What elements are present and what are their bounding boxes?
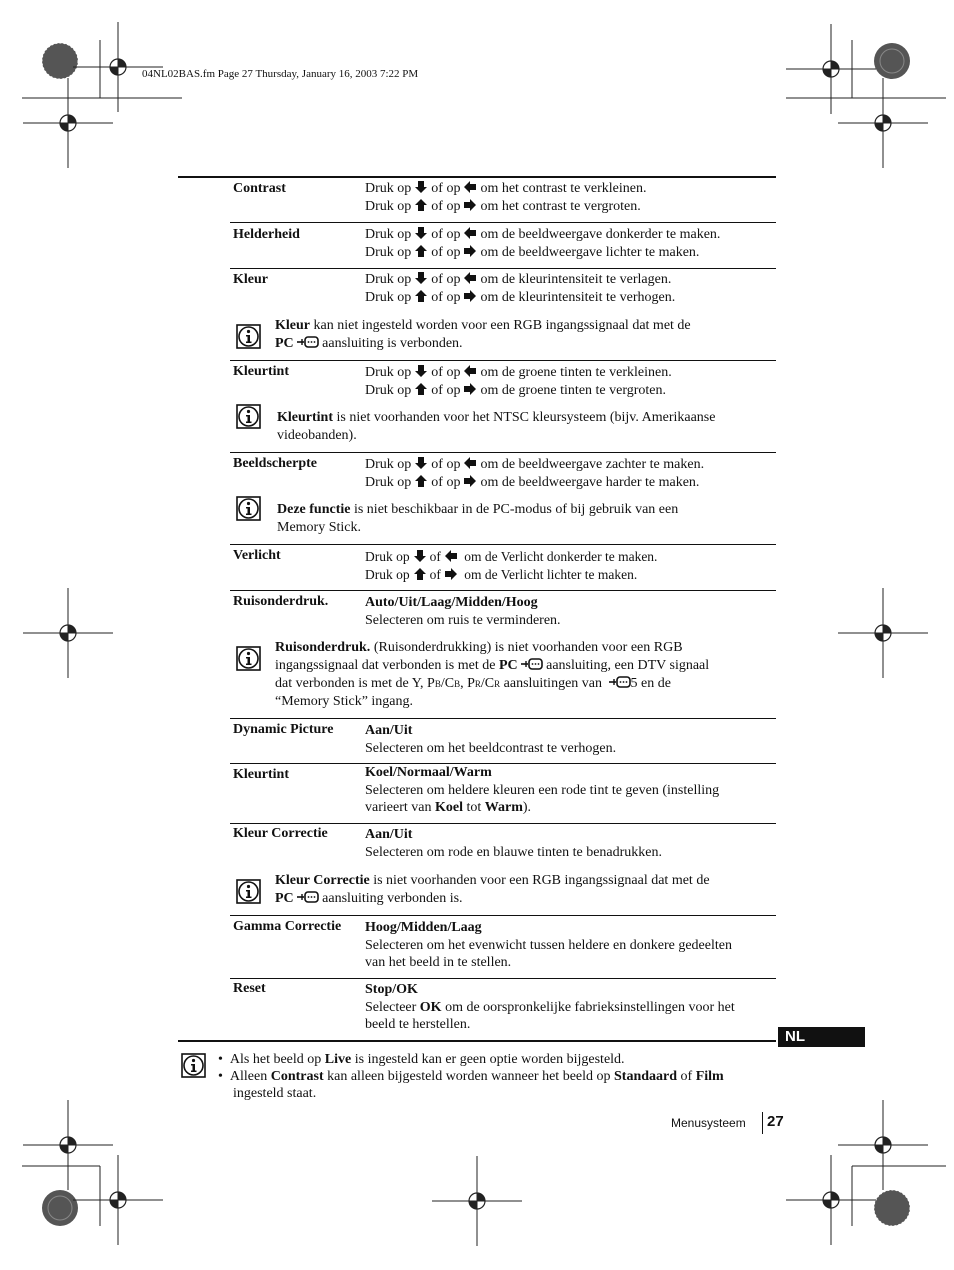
- arrow-right-icon: [463, 382, 477, 396]
- reset-text: Stop/OK Selecteer OK om de oorspronkelijke fabrieksinstellingen voor het beeld te herstellen.: [365, 982, 735, 1032]
- kleurtint-note: Kleurtint is niet voorhanden voor het NTSC kleursysteem (bijv. Amerikaanse videobanden).: [277, 410, 716, 443]
- arrow-up-icon: [414, 474, 428, 488]
- arrow-up-icon: [414, 382, 428, 396]
- dynamic-picture-text: Aan/Uit Selecteren om het beeldcontrast te verhogen.: [365, 723, 617, 756]
- footer-section: Menusysteem: [671, 1116, 746, 1130]
- arrow-up-icon: [414, 198, 428, 212]
- kleur-correctie-label: Kleur Correctie: [233, 826, 328, 841]
- arrow-up-icon: [414, 289, 428, 303]
- bottom-note-2: • Alleen Contrast kan alleen bijgesteld worden wanneer het beeld op Standaard of Film: [218, 1069, 724, 1084]
- registration-mark-icon: [22, 22, 182, 182]
- registration-mark-icon: [22, 588, 122, 678]
- pc-connector-icon: [297, 336, 319, 348]
- arrow-down-icon: [414, 180, 428, 194]
- helderheid-label: Helderheid: [233, 227, 300, 242]
- row-divider: [230, 823, 776, 824]
- arrow-up-icon: [413, 567, 427, 581]
- arrow-left-icon: [463, 364, 477, 378]
- arrow-up-icon: [414, 244, 428, 258]
- info-icon: [236, 404, 261, 429]
- beeldscherpte-text: Druk op of op om de beeldweergave zachter te maken. Druk op of op om de beeldweergave harder te maken.: [365, 457, 705, 490]
- bottom-rule: [178, 1040, 776, 1042]
- kleur-label: Kleur: [233, 272, 268, 287]
- deze-functie-note: Deze functie is niet beschikbaar in de PC-modus of bij gebruik van een Memory Stick.: [277, 502, 679, 535]
- row-divider: [230, 915, 776, 916]
- arrow-left-icon: [463, 226, 477, 240]
- beeldscherpte-label: Beeldscherpte: [233, 456, 317, 471]
- arrow-down-icon: [414, 456, 428, 470]
- arrow-down-icon: [414, 271, 428, 285]
- ruisonderdruk-note: Ruisonderdruk. (Ruisonderdrukking) is niet voorhanden voor een RGB ingangssignaal dat verbonden is met de PC aansluiting, een DTV signaal dat verbonden is met de Y, PB/CB, PR/CR aansluitingen van 5 en de “Memory Stick” ingang.: [275, 640, 710, 709]
- arrow-left-icon: [463, 456, 477, 470]
- footer-divider: [762, 1112, 763, 1134]
- row-divider: [230, 978, 776, 979]
- arrow-down-icon: [413, 549, 427, 563]
- verlicht-label: Verlicht: [233, 548, 281, 563]
- language-tab: NL: [778, 1027, 865, 1047]
- print-header: 04NL02BAS.fm Page 27 Thursday, January 16, 2003 7:22 PM: [142, 68, 419, 80]
- row-divider: [230, 452, 776, 453]
- gamma-correctie-text: Hoog/Midden/Laag Selecteren om het evenwicht tussen heldere en donkere gedeelten van het beeld in te stellen.: [365, 920, 732, 970]
- info-icon: [236, 879, 261, 904]
- helderheid-text: Druk op of op om de beeldweergave donkerder te maken. Druk op of op om de beeldweergave lichter te maken.: [365, 227, 721, 260]
- arrow-down-icon: [414, 364, 428, 378]
- page-number: 27: [767, 1113, 784, 1130]
- kleur-note: Kleur kan niet ingesteld worden voor een RGB ingangssignaal dat met de PC aansluiting is verbonden.: [275, 318, 691, 351]
- bottom-note-2-cont: ingesteld staat.: [233, 1086, 317, 1101]
- registration-mark-icon: [786, 1100, 946, 1260]
- registration-mark-icon: [838, 588, 938, 678]
- contrast-text: Druk op of op om het contrast te verkleinen. Druk op of op om het contrast te vergroten.: [365, 181, 647, 214]
- arrow-right-icon: [463, 289, 477, 303]
- kleurtint-label: Kleurtint: [233, 364, 289, 379]
- arrow-down-icon: [414, 226, 428, 240]
- registration-mark-icon: [786, 22, 946, 182]
- dynamic-picture-label: Dynamic Picture: [233, 722, 334, 737]
- info-icon: [181, 1053, 206, 1078]
- registration-mark-icon: [22, 1100, 182, 1260]
- kleur-text: Druk op of op om de kleurintensiteit te verlagen. Druk op of op om de kleurintensiteit te verhogen.: [365, 272, 676, 305]
- row-divider: [230, 268, 776, 269]
- arrow-left-icon: [463, 271, 477, 285]
- row-divider: [230, 718, 776, 719]
- bottom-note-1: • Als het beeld op Live is ingesteld kan er geen optie worden bijgesteld.: [218, 1052, 625, 1067]
- ruisonderdruk-text: Auto/Uit/Laag/Midden/Hoog Selecteren om ruis te verminderen.: [365, 595, 561, 628]
- row-divider: [230, 590, 776, 591]
- kleur-correctie-note: Kleur Correctie is niet voorhanden voor een RGB ingangssignaal dat met de PC aansluiting verbonden is.: [275, 873, 710, 906]
- info-icon: [236, 496, 261, 521]
- row-divider: [230, 360, 776, 361]
- ruisonderdruk-label: Ruisonderdruk.: [233, 594, 329, 609]
- verlicht-text: Druk op of om de Verlicht donkerder te maken. Druk op of om de Verlicht lichter te maken.: [365, 549, 658, 582]
- connector-icon: [609, 676, 631, 688]
- arrow-right-icon: [463, 474, 477, 488]
- kleurtint-text: Koel/Normaal/Warm Selecteren om heldere kleuren een rode tint te geven (instelling varieert van Koel tot Warm).: [365, 765, 720, 815]
- registration-mark-icon: [432, 1156, 522, 1246]
- row-divider: [230, 222, 776, 223]
- kleurtint-text: Druk op of op om de groene tinten te verkleinen. Druk op of op om de groene tinten te vergroten.: [365, 365, 672, 398]
- pc-connector-icon: [297, 891, 319, 903]
- kleurtint-label: Kleurtint: [233, 767, 289, 782]
- row-divider: [230, 544, 776, 545]
- arrow-right-icon: [463, 244, 477, 258]
- kleur-correctie-text: Aan/Uit Selecteren om rode en blauwe tinten te benadrukken.: [365, 827, 662, 860]
- arrow-left-icon: [463, 180, 477, 194]
- reset-label: Reset: [233, 981, 266, 996]
- arrow-right-icon: [444, 567, 458, 581]
- info-icon: [236, 646, 261, 671]
- top-rule: [178, 176, 776, 178]
- info-icon: [236, 324, 261, 349]
- arrow-left-icon: [444, 549, 458, 563]
- pc-connector-icon: [521, 658, 543, 670]
- contrast-label: Contrast: [233, 181, 286, 196]
- gamma-correctie-label: Gamma Correctie: [233, 919, 342, 934]
- arrow-right-icon: [463, 198, 477, 212]
